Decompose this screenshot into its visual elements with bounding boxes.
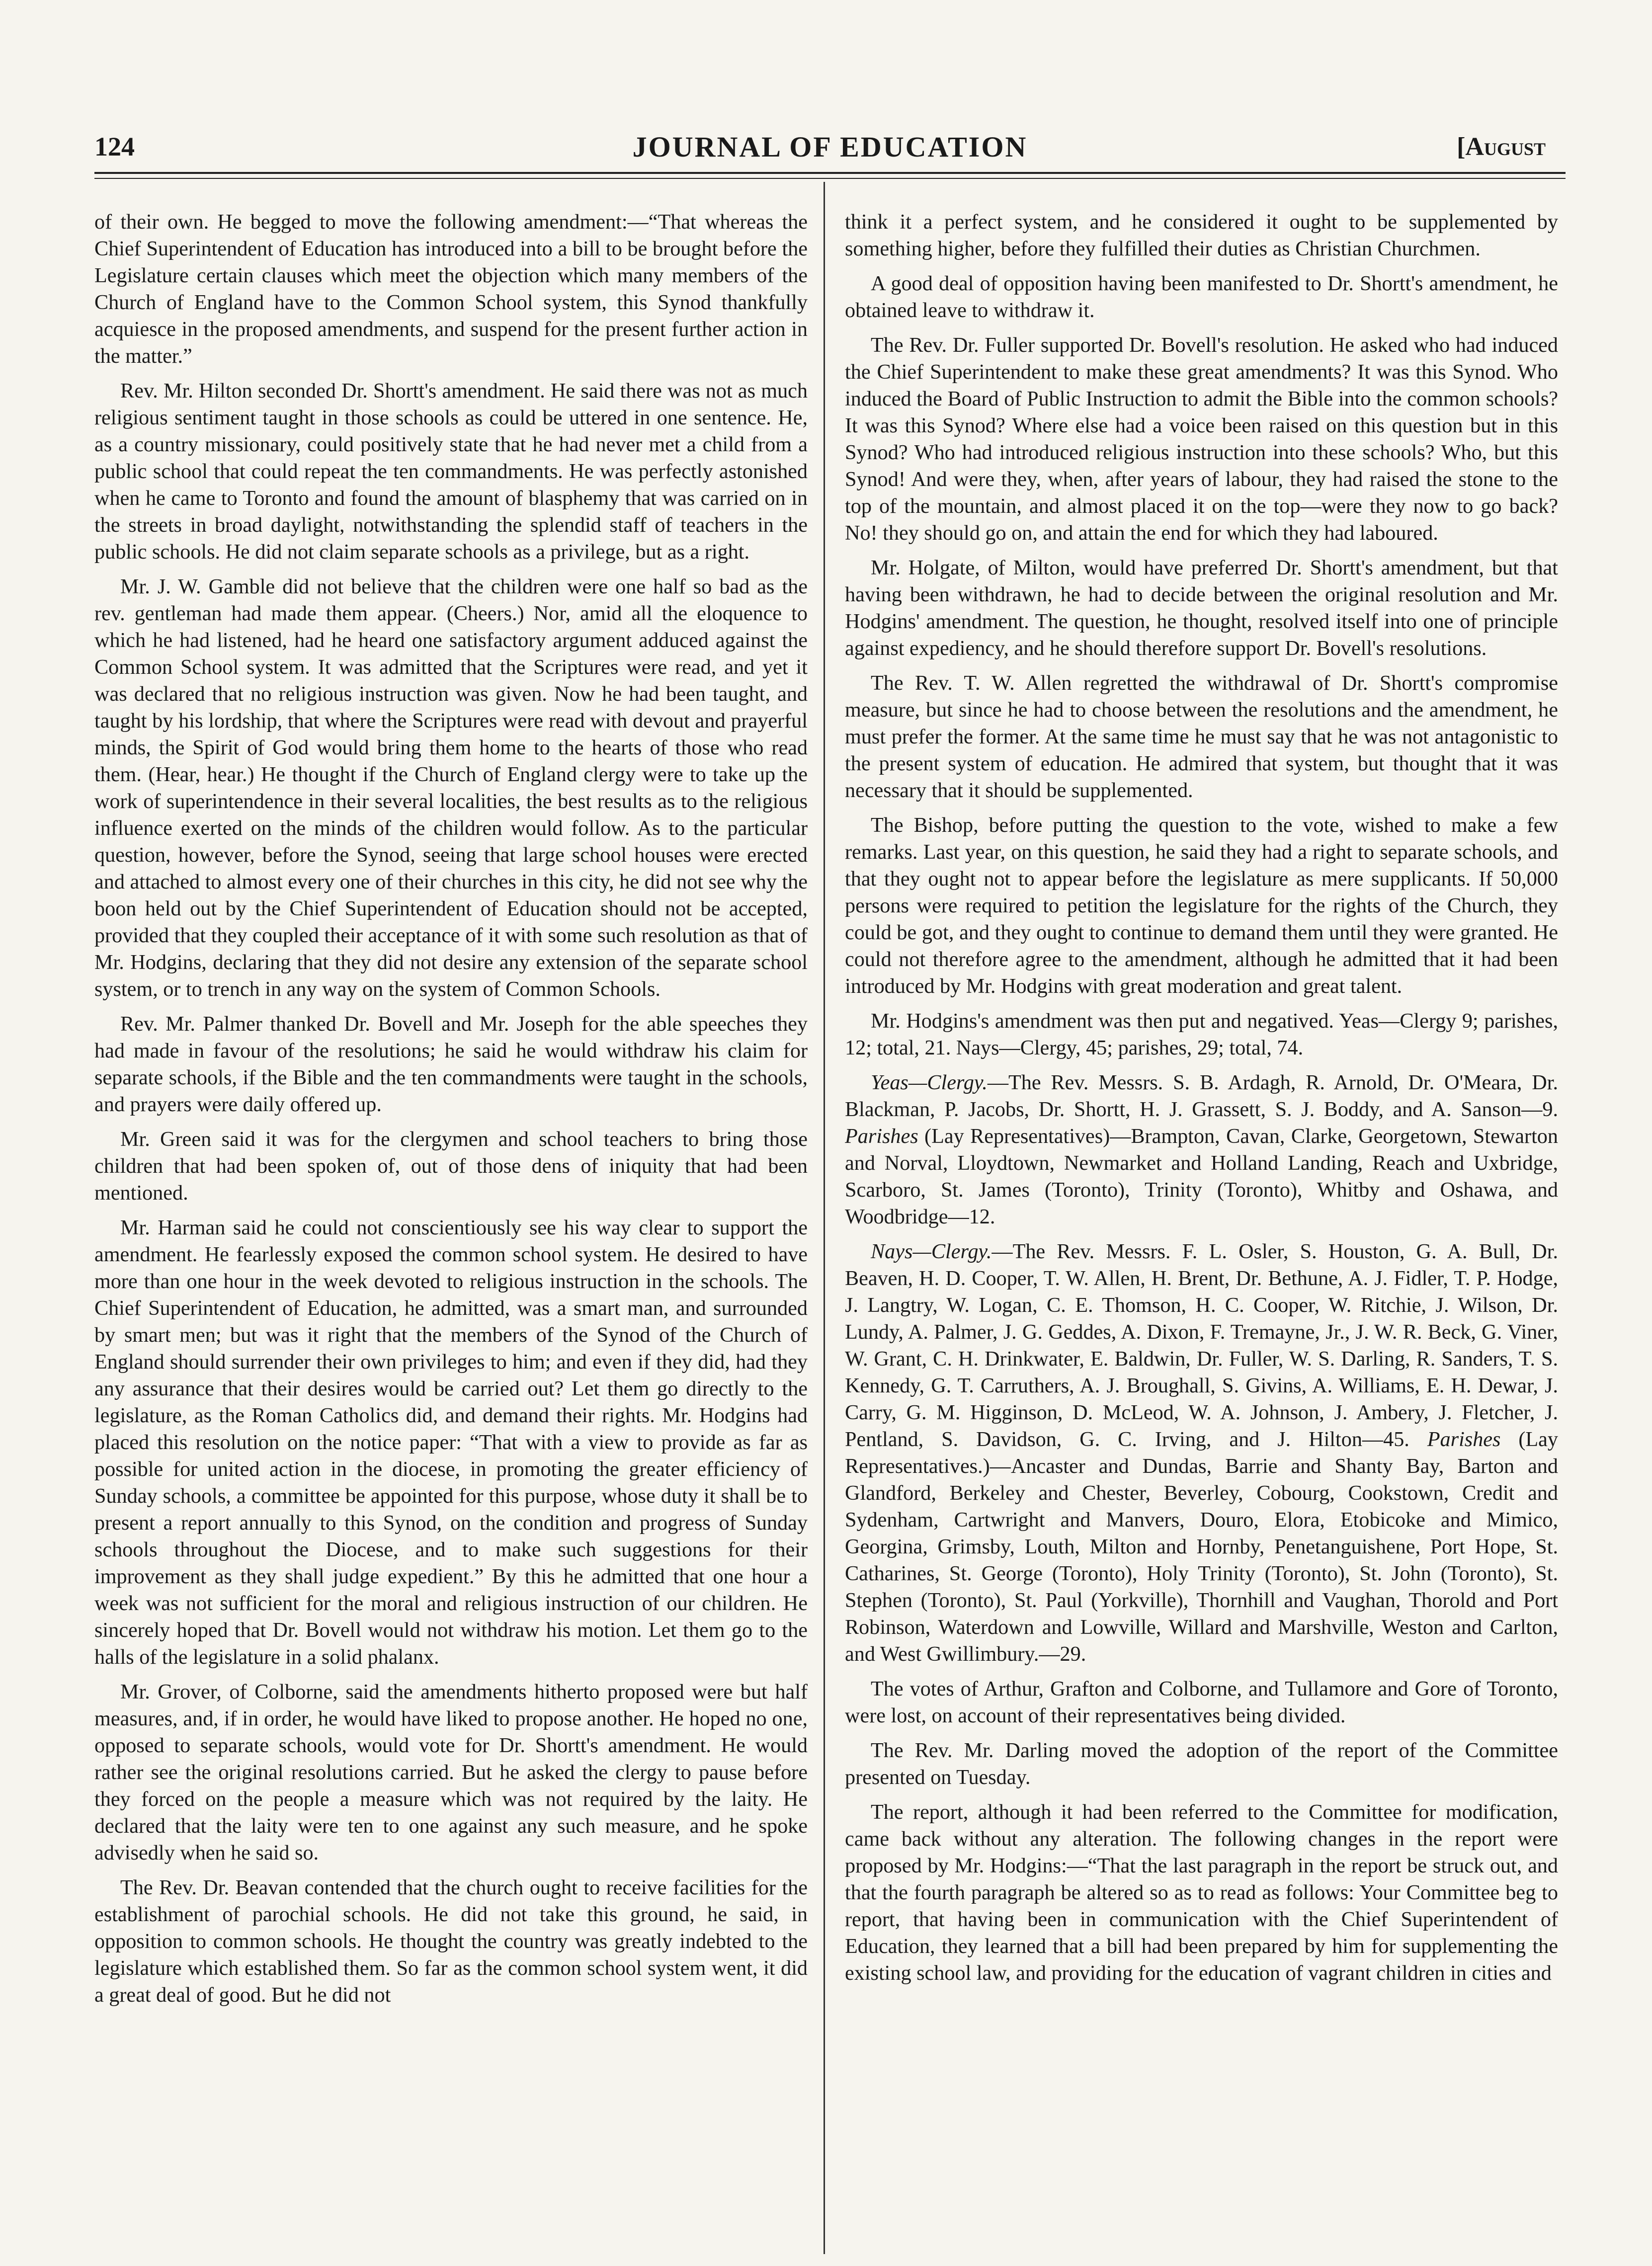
paragraph: The Rev. Mr. Darling moved the adoption of the report of the Committee presented on Tuesday. bbox=[845, 1739, 1558, 1789]
nays-clergy-list bbox=[845, 1238, 1558, 1668]
paragraph: Mr. Holgate, of Milton, would have preferred Dr. Shortt's amendment, but that having been withdrawn, he had to decide between the original resolution and Mr. Hodgins' amendment. The question, he thought, resolved itself into one of principle against expediency, and he should therefore support Dr. Bovell's resolutions. bbox=[845, 556, 1558, 660]
paragraph: The Rev. Dr. Beavan contended that the church ought to receive facilities for the establishment of parochial schools. He did not take this ground, he said, in opposition to common schools. He thought the country was greatly indebted to the legislature which established them. So far as the common school system went, it did a great deal of good. But he did not bbox=[94, 1876, 808, 2007]
yeas-parishes-label: Parishes bbox=[845, 1125, 918, 1148]
header-rule-thin bbox=[94, 178, 1566, 179]
right-column bbox=[845, 209, 1558, 2256]
yeas-clergy-names: —The Rev. Messrs. S. B. Ardagh, R. Arnold, Dr. O'Meara, Dr. Blackman, P. Jacobs, Dr. Shortt, H. J. Grassett, S. J. Boddy, and A. Sanson—9. bbox=[845, 1071, 1558, 1121]
paragraph: A good deal of opposition having been manifested to Dr. Shortt's amendment, he obtained leave to withdraw it. bbox=[845, 272, 1558, 322]
page-number: 124 bbox=[94, 132, 135, 162]
yeas-clergy-list bbox=[845, 1069, 1558, 1230]
paragraph: Rev. Mr. Palmer thanked Dr. Bovell and Mr. Joseph for the able speeches they had made in favour of the resolutions; he said he would withdraw his claim for separate schools, if the Bible and the ten commandments were taught in the schools, and prayers were daily offered up. bbox=[94, 1012, 808, 1116]
page-header bbox=[94, 128, 1566, 168]
paragraph: Mr. Green said it was for the clergymen and school teachers to bring those children that had been spoken of, out of those dens of iniquity that had been mentioned. bbox=[94, 1128, 808, 1205]
paragraph: The Bishop, before putting the question to the vote, wished to make a few remarks. Last year, on this question, he said they had a right to separate schools, and that they ought not to appear before the legislature as mere supplicants. If 50,000 persons were required to petition the legislature for the rights of the Church, they could be got, and they ought to continue to demand them until they were granted. He could not therefore agree to the amendment, although he admitted that it had been introduced by Mr. Hodgins with great moderation and great talent. bbox=[845, 813, 1558, 998]
left-column bbox=[94, 209, 808, 2256]
paragraph: The report, although it had been referred to the Committee for modification, came back without any alteration. The following changes in the report were proposed by Mr. Hodgins:—“That the last paragraph in the report be struck out, and that the fourth paragraph be altered so as to read as follows: Your Committee beg to report, that having been in communication with the Chief Superintendent of Education, they learned that a bill had been prepared by him for supplementing the existing school law, and providing for the education of vagrant children in cities and bbox=[845, 1800, 1558, 1985]
nays-label: Nays—Clergy. bbox=[871, 1240, 992, 1263]
paragraph: Mr. Grover, of Colborne, said the amendments hitherto proposed were but half measures, and, if in order, he would have liked to propose another. He hoped no one, opposed to separate schools, would vote for Dr. Shortt's amendment. He would rather see the original resolutions carried. But he asked the clergy to pause before they forced on the people a measure which was not required by the laity. He declared that the laity were ten to one against any such measure, and he spoke advisedly when he said so. bbox=[94, 1680, 808, 1864]
header-month: [August bbox=[1457, 133, 1546, 161]
paragraph: The Rev. Dr. Fuller supported Dr. Bovell's resolution. He asked who had induced the Chief Superintendent to make these great amendments? It was this Synod. Who induced the Board of Public Instruction to admit the Bible into the common schools? It was this Synod? Where else had a voice been raised on this question but in this Synod? Who had introduced religious instruction into these schools? Who, but this Synod! And were they, when, after years of labour, they had raised the stone to the top of the mountain, and almost placed it on the top—were they now to go back? No! they should go on, and attain the end for which they had laboured. bbox=[845, 333, 1558, 545]
yeas-parishes-names: (Lay Representatives)—Brampton, Cavan, Clarke, Georgetown, Stewarton and Norval, Lloydtown, Newmarket and Holland Landing, Reach and Uxbridge, Scarboro, St. James (Toronto), Trinity (Toronto), Whitby and Oshawa, and Woodbridge—12. bbox=[845, 1125, 1558, 1228]
nays-parishes-label: Parishes bbox=[1427, 1428, 1501, 1451]
journal-title: JOURNAL OF EDUCATION bbox=[632, 131, 1028, 163]
yeas-label: Yeas—Clergy. bbox=[871, 1071, 988, 1094]
column-divider bbox=[824, 182, 825, 2254]
paragraph: Mr. Harman said he could not conscientiously see his way clear to support the amendment. He fearlessly exposed the common school system. He desired to have more than one hour in the week devoted to religious instruction in the schools. The Chief Superintendent of Education, he admitted, was a smart man, and surrounded by smart men; but was it right that the members of the Synod of the Church of England should surrender their own privileges to him; and even if they did, had they any assurance that their desires would be carried out? Let them go directly to the legislature, as the Roman Catholics did, and demand their rights. Mr. Hodgins had placed this resolution on the notice paper: “That with a view to provide as far as possible for united action in the diocese, in promoting the greater efficiency of Sunday schools, a committee be appointed for this purpose, whose duty it shall be to present a report annually to this Synod, on the condition and progress of Sunday schools throughout the Diocese, and to make such suggestions for their improvement as they shall judge expedient.” By this he admitted that one hour a week was not sufficient for the moral and religious instruction of our children. He sincerely hoped that Dr. Bovell would not withdraw his motion. Let them go to the halls of the legislature in a solid phalanx. bbox=[94, 1216, 808, 1669]
paragraph: Mr. Hodgins's amendment was then put and negatived. Yeas—Clergy 9; parishes, 12; total, 21. Nays—Clergy, 45; parishes, 29; total, 74. bbox=[845, 1009, 1558, 1059]
header-rule bbox=[94, 172, 1566, 174]
nays-parishes-names: (Lay Representatives.)—Ancaster and Dundas, Barrie and Shanty Bay, Barton and Glandford, Berkeley and Chester, Beverley, Cobourg, Cookstown, Credit and Sydenham, Cartwright and Manvers, Douro, Elora, Etobicoke and Mimico, Georgina, Grimsby, Louth, Milton and Hornby, Penetanguishene, Port Hope, St. Catharines, St. George (Toronto), Holy Trinity (Toronto), St. John (Toronto), St. Stephen (Toronto), St. Paul (Yorkville), Thornhill and Vaughan, Thorold and Port Robinson, Waterdown and Lowville, Willard and Marshville, Weston and Carlton, and West Gwillimbury.—29. bbox=[845, 1428, 1558, 1666]
paragraph: think it a perfect system, and he considered it ought to be supplemented by something higher, before they fulfilled their duties as Christian Churchmen. bbox=[845, 210, 1558, 260]
paragraph: Rev. Mr. Hilton seconded Dr. Shortt's amendment. He said there was not as much religious sentiment taught in those schools as could be uttered in one sentence. He, as a country missionary, could positively state that he had never met a child from a public school that could repeat the ten commandments. He was perfectly astonished when he came to Toronto and found the amount of blasphemy that was carried on in the streets in broad daylight, notwithstanding the splendid staff of teachers in the public schools. He did not claim separate schools as a privilege, but as a right. bbox=[94, 379, 808, 564]
paragraph: The votes of Arthur, Grafton and Colborne, and Tullamore and Gore of Toronto, were lost, on account of their representatives being divided. bbox=[845, 1677, 1558, 1727]
paragraph: Mr. J. W. Gamble did not believe that the children were one half so bad as the rev. gentleman had made them appear. (Cheers.) Nor, amid all the eloquence to which he had listened, had he heard one satisfactory argument adduced against the Common School system. It was admitted that the Scriptures were read, and yet it was declared that no religious instruction was given. Now he had been taught, and taught by his lordship, that where the Scriptures were read with devout and prayerful minds, the Spirit of God would bring them home to the hearts of those who read them. (Hear, hear.) He thought if the Church of England clergy were to take up the work of superintendence in their several localities, the best results as to the religious influence exerted on the minds of the children would follow. As to the particular question, however, before the Synod, seeing that large school houses were erected and attached to almost every one of their churches in this city, he did not see why the boon held out by the Chief Superintendent of Education should not be accepted, provided that they coupled their acceptance of it with some such resolution as that of Mr. Hodgins, declaring that they did not desire any extension of the separate school system, or to trench in any way on the system of Common Schools. bbox=[94, 575, 808, 1001]
paragraph: of their own. He begged to move the following amendment:—“That whereas the Chief Superintendent of Education has introduced into a bill to be brought before the Legislature certain clauses which meet the objection which many members of the Church of England have to the Common School system, this Synod thankfully acquiesce in the proposed amendments, and suspend for the present further action in the matter.” bbox=[94, 210, 808, 368]
nays-clergy-names: —The Rev. Messrs. F. L. Osler, S. Houston, G. A. Bull, Dr. Beaven, H. D. Cooper, T. W. Allen, H. Brent, Dr. Bethune, A. J. Fidler, T. P. Hodge, J. Langtry, W. Logan, C. E. Thomson, H. C. Cooper, W. Ritchie, J. Wilson, Dr. Lundy, A. Palmer, J. G. Geddes, A. Dixon, F. Tremayne, Jr., J. W. R. Beck, G. Viner, W. Grant, C. H. Drinkwater, E. Baldwin, Dr. Fuller, W. S. Darling, R. Sanders, T. S. Kennedy, G. T. Carruthers, A. J. Broughall, S. Givins, A. Williams, E. H. Dewar, J. Carry, G. M. Higginson, D. McLeod, W. A. Johnson, J. Ambery, J. Fletcher, J. Pentland, S. Davidson, G. C. Irving, and J. Hilton—45. bbox=[845, 1240, 1558, 1451]
paragraph: The Rev. T. W. Allen regretted the withdrawal of Dr. Shortt's compromise measure, but since he had to choose between the resolutions and the amendment, he must prefer the former. At the same time he must say that he was not antagonistic to the present system of education. He admired that system, but thought that it was necessary that it should be supplemented. bbox=[845, 671, 1558, 802]
